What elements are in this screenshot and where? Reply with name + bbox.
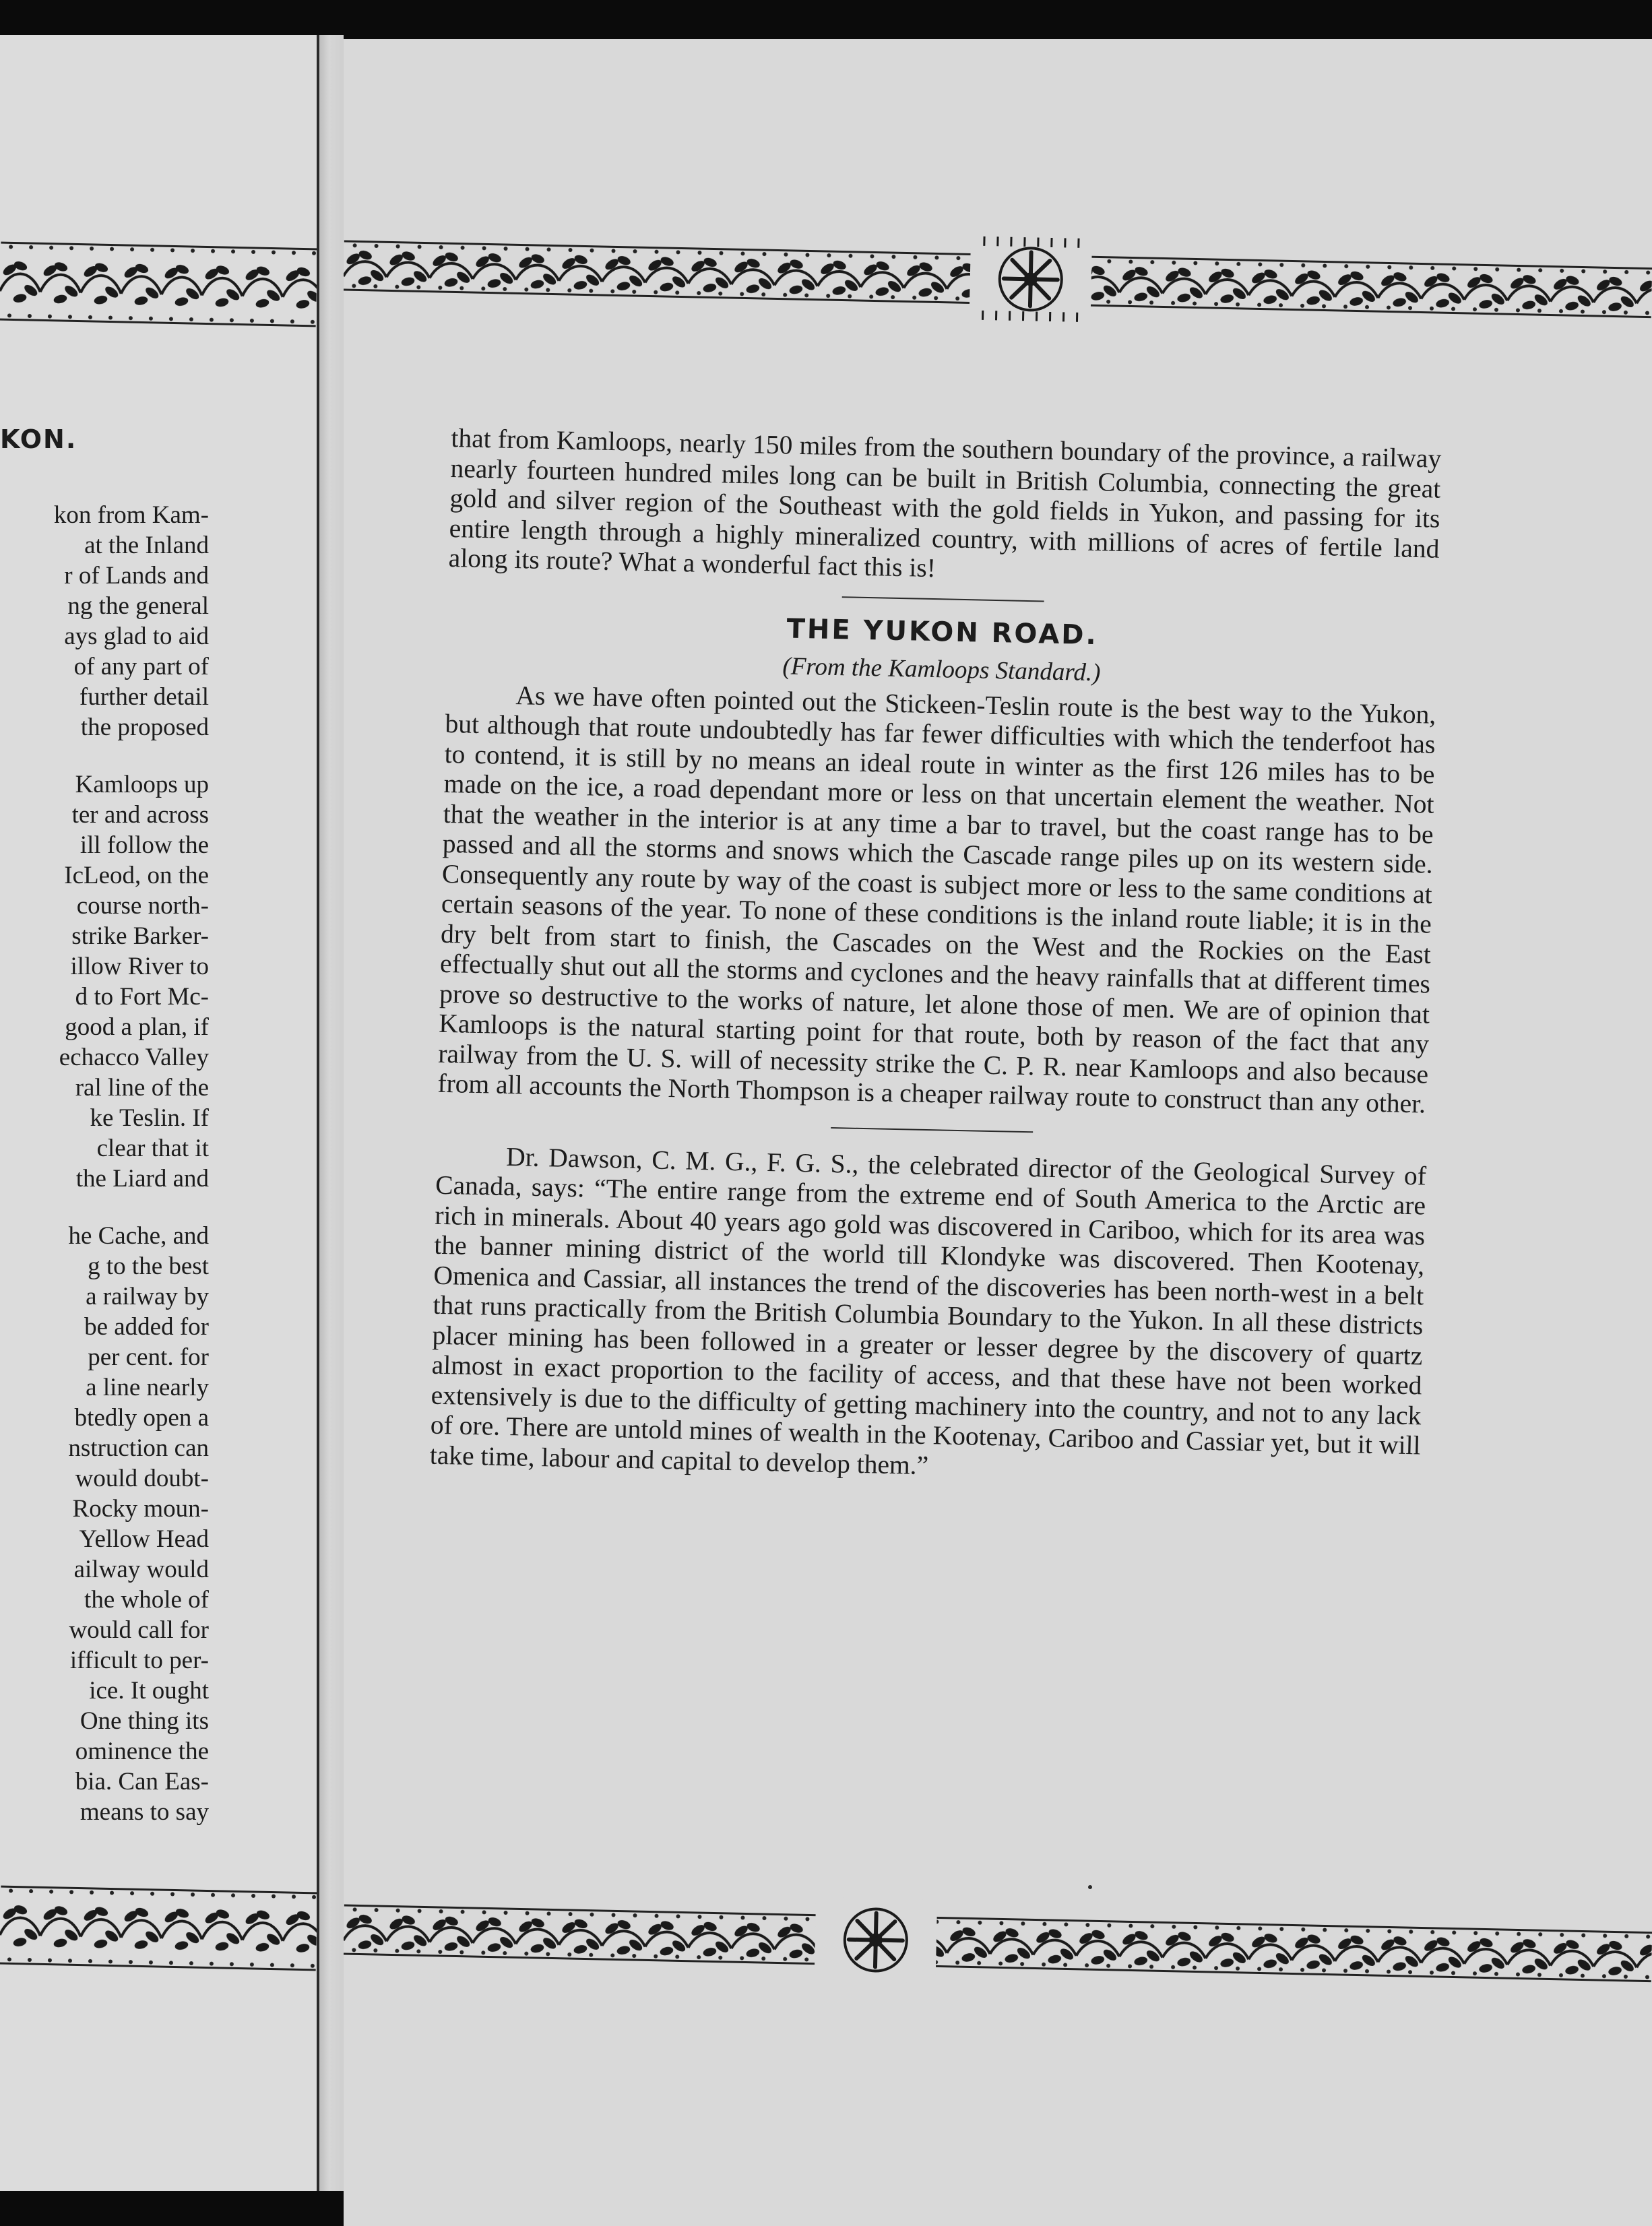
left-line: ng the general (67, 592, 209, 620)
left-line: at the Inland (84, 532, 209, 559)
page-gutter (319, 35, 344, 2191)
left-line: ice. It ought (89, 1677, 209, 1705)
left-line: d to Fort Mc- (75, 983, 209, 1011)
left-line: would doubt- (75, 1465, 209, 1492)
left-line: ominence the (75, 1738, 209, 1765)
left-line: IcLeod, on the (64, 862, 209, 889)
left-line: strike Barker- (71, 922, 209, 950)
left-line: he Cache, and (68, 1222, 209, 1250)
article-heading: THE YUKON ROAD. (786, 612, 1099, 651)
left-line: illow River to (70, 953, 209, 980)
bottom-ornamental-border (344, 1878, 1652, 2007)
left-line: g to the best (88, 1252, 209, 1280)
section-divider (842, 596, 1044, 602)
article-source: (From the Kamloops Standard.) (782, 652, 1101, 687)
left-line: kon from Kam- (53, 501, 209, 529)
left-line: course north- (76, 892, 209, 920)
left-line: a railway by (86, 1283, 209, 1310)
left-line: clear that it (96, 1135, 209, 1162)
left-line: of any part of (73, 653, 209, 680)
left-line: good a plan, if (65, 1013, 209, 1041)
left-line: r of Lands and (64, 562, 209, 590)
left-line: would call for (69, 1616, 209, 1644)
left-top-ornamental-border (0, 230, 318, 338)
left-line: btedly open a (74, 1404, 209, 1432)
right-page (344, 39, 1652, 2226)
left-line: ral line of the (75, 1074, 209, 1102)
top-ornamental-border (344, 214, 1652, 343)
left-line: ailway would (73, 1556, 209, 1583)
left-line: the Liard and (75, 1165, 209, 1192)
left-line: nstruction can (68, 1434, 209, 1462)
left-line-gap (0, 742, 209, 769)
left-line: a line nearly (86, 1374, 209, 1401)
center-rosette-icon (969, 236, 1092, 322)
left-line: Yellow Head (79, 1525, 209, 1553)
left-line: per cent. for (88, 1343, 209, 1371)
paragraph-dawson-quote: Dr. Dawson, C. M. G., F. G. S., the celebrated director of the Geological Survey of Canada, says: “The entire range from the extreme end of South America to the Arctic are rich in minerals. About 40 years ago gold was discovered in Cariboo, which for its area was the banner mining district of the world till Klondyke was discovered. Then Kootenay, Omenica and Cassiar, all instances the trend of the discoveries has been north-west in a belt that runs practically from the British Columbia Boundary to the Yukon. In all these districts placer mining has been followed in a greater or lesser degree by the discovery of quartz almost in exact proportion to the facility of access, and that these have not been worked extensively is due to the difficulty of getting machinery into the country, and not to any lack of ore. There are untold mines of wealth in the Kootenay, Cariboo and Cassiar yet, but it will take time, labour and capital to develop them.” (429, 1141, 1427, 1480)
paragraph-yukon-road: As we have often pointed out the Stickeen-Teslin route is the best way to the Yukon, but although that route undoubtedly has far fewer difficulties with which the tenderfoot has to contend, it is still by no means an ideal route in winter as the first 126 miles has to be made on the ice, a road dependant more or less on that uncertain element the weather. Not that the weather in the interior is at any time a bar to travel, but the coast range has to be passed and all the storms and snows which the Cascade range piles up on its western side. Consequently any route by way of the coast is subject more or less to the same conditions at certain seasons of the year. To none of these conditions is the inland route liable; it is in the dry belt from start to finish, the Cascades on the West and the Rockies on the East effectually shut out all the storms and cyclones and the heavy rainfalls that at different times prove so destructive to the works of nature, let alone those of men. We are of opinion that Kamloops is the natural starting point for that route, both by reason of the fact that any railway from the U. S. will of necessity strike the C. P. R. near Kamloops and also because from all accounts the North Thompson is a cheaper railway route to construct than any other. (437, 680, 1436, 1119)
left-line: the proposed (80, 713, 209, 741)
ink-speck (1088, 1885, 1092, 1889)
bottom-rosette-icon (815, 1897, 938, 1983)
section-divider-2 (831, 1127, 1033, 1133)
left-page (0, 35, 319, 2191)
article-body (429, 423, 1441, 1490)
left-page-heading: KON. (0, 424, 77, 454)
left-line: ill follow the (80, 831, 209, 859)
left-line: further detail (79, 683, 209, 711)
left-line: be added for (84, 1313, 209, 1341)
left-line: One thing its (80, 1707, 209, 1735)
left-line: bia. Can Eas- (75, 1768, 209, 1795)
left-page-column (0, 500, 209, 1827)
left-line: echacco Valley (59, 1044, 209, 1071)
left-line: ter and across (71, 801, 209, 829)
left-bottom-ornamental-border (0, 1874, 318, 1982)
left-line: ays glad to aid (64, 623, 209, 650)
left-line: Kamloops up (75, 771, 209, 798)
intro-paragraph: that from Kamloops, nearly 150 miles from the southern boundary of the province, a railway nearly fourteen hundred miles long can be built in British Columbia, connecting the great gold and silver region of the Southeast with the gold fields in Yukon, and passing for its entire length through a highly mineralized country, with millions of acres of fertile land along its route? What a wonderful fact this is! (448, 423, 1442, 583)
left-line-gap (0, 1194, 209, 1221)
left-line: ifficult to per- (69, 1647, 209, 1674)
left-line: Rocky moun- (72, 1495, 209, 1523)
left-line: means to say (80, 1798, 209, 1826)
left-line: the whole of (84, 1586, 209, 1614)
left-line: ke Teslin. If (90, 1104, 209, 1132)
